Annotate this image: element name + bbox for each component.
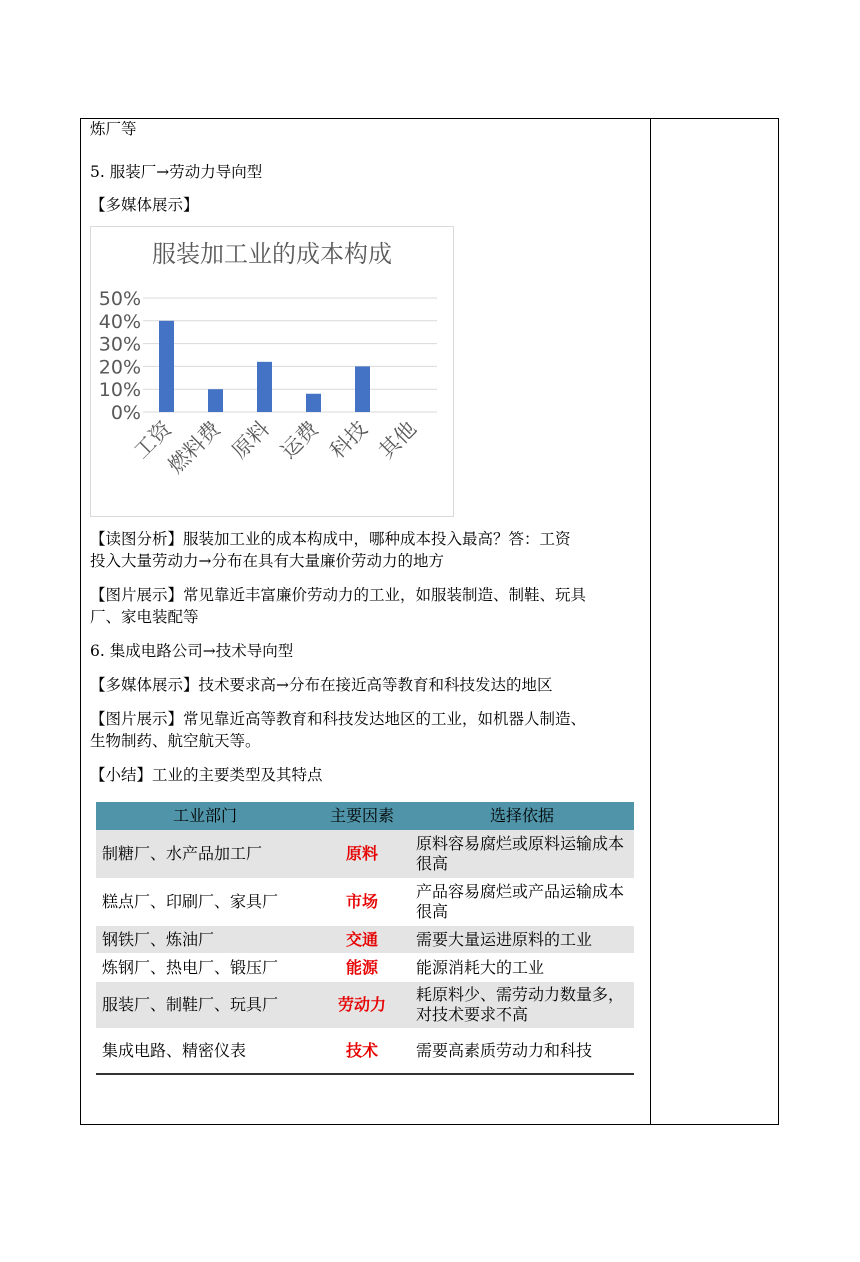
content-column-lower [90, 528, 645, 786]
cell-basis: 需要高素质劳动力和科技 [410, 1028, 634, 1074]
cell-factor: 技术 [314, 1028, 410, 1074]
media-label: 【多媒体展示】 [90, 196, 199, 214]
content-column [90, 118, 645, 216]
bar [257, 362, 272, 412]
x-tick-label: 燃料费 [163, 416, 226, 479]
item-5-heading: 5. 服装厂→劳动力导向型 [90, 163, 263, 181]
cell-factor: 市场 [314, 878, 410, 926]
cell-dept: 炼钢厂、热电厂、锻压厂 [96, 953, 314, 982]
analysis-line-1: 【读图分析】服装加工业的成本构成中，哪种成本投入最高？答：工资 [90, 530, 571, 548]
picture2-line-2: 生物制药、航空航天等。 [90, 732, 261, 750]
y-tick-label: 20% [98, 356, 141, 379]
bar [355, 366, 370, 412]
media-line-2: 【多媒体展示】技术要求高→分布在接近高等教育和科技发达的地区 [90, 676, 553, 694]
column-divider [650, 118, 651, 1125]
table-row [96, 878, 634, 926]
cell-basis: 耗原料少、需劳动力数量多，对技术要求不高 [410, 982, 634, 1028]
cell-dept: 集成电路、精密仪表 [96, 1028, 314, 1074]
y-tick-label: 0% [110, 402, 141, 424]
cell-factor: 能源 [314, 953, 410, 982]
picture-line-1: 【图片展示】常见靠近丰富廉价劳动力的工业，如服装制造、制鞋、玩具 [90, 586, 587, 604]
summary-heading: 【小结】工业的主要类型及其特点 [90, 766, 323, 784]
table-row [96, 982, 634, 1028]
bar [306, 394, 321, 412]
x-tick-label: 运费 [276, 416, 324, 464]
x-tick-label: 其他 [374, 416, 422, 464]
table-row [96, 926, 634, 953]
table-header-row [96, 802, 634, 830]
y-tick-label: 50% [98, 288, 141, 310]
cell-basis: 原料容易腐烂或原料运输成本很高 [410, 830, 634, 878]
header-factor: 主要因素 [314, 802, 410, 830]
x-tick-label: 科技 [325, 416, 373, 464]
analysis-line-2: 投入大量劳动力→分布在具有大量廉价劳动力的地方 [90, 552, 444, 570]
cell-factor: 劳动力 [314, 982, 410, 1028]
item-6-heading: 6. 集成电路公司→技术导向型 [90, 642, 294, 660]
cell-basis: 能源消耗大的工业 [410, 953, 634, 982]
bar-chart-svg [91, 227, 453, 516]
cell-basis: 需要大量运进原料的工业 [410, 926, 634, 953]
chart-title: 服装加工业的成本构成 [152, 240, 392, 268]
text-line: 炼厂等 [90, 120, 137, 138]
cell-factor: 原料 [314, 830, 410, 878]
cell-basis: 产品容易腐烂或产品运输成本很高 [410, 878, 634, 926]
picture-line-2: 厂、家电装配等 [90, 608, 199, 626]
cell-dept: 糕点厂、印刷厂、家具厂 [96, 878, 314, 926]
cell-dept: 服装厂、制鞋厂、玩具厂 [96, 982, 314, 1028]
table-row [96, 830, 634, 878]
y-tick-label: 30% [98, 333, 141, 356]
bar [208, 389, 223, 412]
x-tick-label: 原料 [227, 416, 275, 464]
cell-factor: 交通 [314, 926, 410, 953]
bar [159, 321, 174, 412]
x-tick-label: 工资 [129, 416, 177, 464]
table-row [96, 953, 634, 982]
y-tick-label: 10% [98, 379, 141, 402]
table-row [96, 1028, 634, 1074]
y-tick-label: 40% [98, 310, 141, 333]
cell-dept: 制糖厂、水产品加工厂 [96, 830, 314, 878]
picture2-line-1: 【图片展示】常见靠近高等教育和科技发达地区的工业，如机器人制造、 [90, 710, 587, 728]
summary-table [96, 802, 634, 1075]
header-basis: 选择依据 [410, 802, 634, 830]
header-dept: 工业部门 [96, 802, 314, 830]
cost-chart [90, 226, 454, 517]
cell-dept: 钢铁厂、炼油厂 [96, 926, 314, 953]
